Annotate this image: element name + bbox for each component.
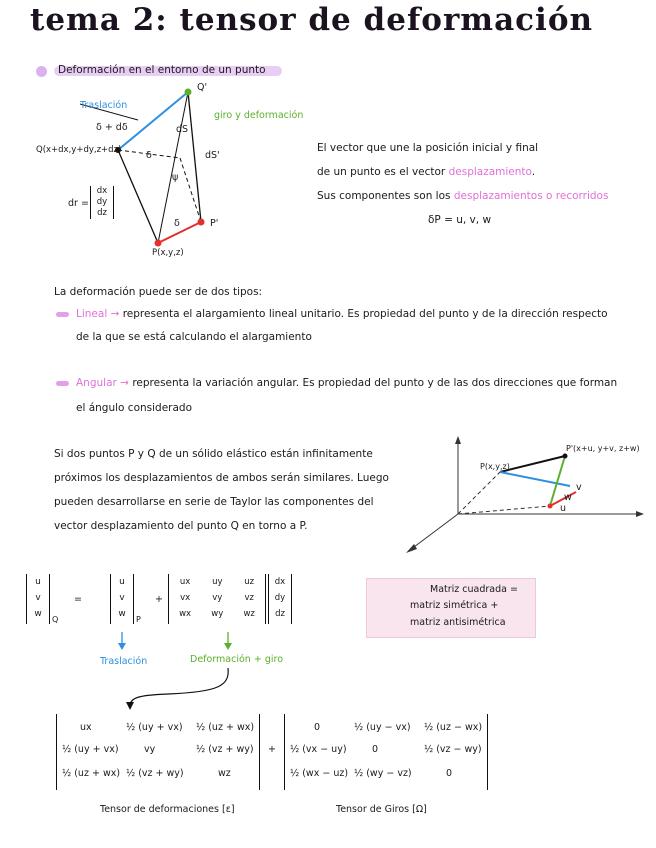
label-giro: giro y deformación [214, 110, 304, 121]
omega-32: ½ (wy − vz) [354, 768, 412, 779]
types-intro: La deformación puede ser de dos tipos: [54, 286, 263, 298]
explain-line-1: El vector que une la posición inicial y final [317, 142, 539, 154]
eps-33: wz [218, 768, 231, 779]
note-line-1: Matriz cuadrada = [430, 584, 518, 595]
label-delta-left: δ [146, 150, 152, 161]
eps-22: vy [144, 744, 156, 755]
omega-23: ½ (vz − wy) [424, 744, 482, 755]
taylor-line-1: Si dos puntos P y Q de un sólido elástico están infinitamente [54, 448, 373, 460]
omega-33: 0 [446, 768, 453, 779]
label-ds-prime: dS' [205, 150, 220, 161]
plus-sign: + [155, 594, 163, 605]
label-qprime: Q' [197, 82, 208, 93]
label-psi: ψ [172, 172, 179, 183]
sub-p: P [136, 615, 141, 624]
section-heading: Deformación en el entorno de un punto [58, 64, 266, 76]
plot-label-u: u [560, 503, 567, 514]
angular-bullet [56, 381, 69, 386]
page-title: tema 2: tensor de deformación [30, 2, 593, 38]
eps-21: ½ (uy + vx) [62, 744, 119, 755]
eq-label-traslacion: Traslación [100, 656, 148, 667]
plot-label-v: v [576, 482, 582, 493]
angular-line-2: el ángulo considerado [76, 402, 193, 414]
dr-equation: dr = [68, 198, 89, 209]
point-qprime [185, 89, 192, 96]
dr-vector: dx dy dz [90, 186, 114, 219]
omega-13: ½ (uz − wx) [424, 722, 483, 733]
vec-d: dx dy dz [268, 574, 292, 624]
taylor-line-3: pueden desarrollarse en serie de Taylor las componentes del [54, 496, 374, 508]
note-line-3: matriz antisimétrica [410, 617, 506, 628]
jacobian-matrix: ux uy uz vx vy vz wx wy wz [168, 574, 266, 624]
eps-23: ½ (vz + wy) [196, 744, 254, 755]
taylor-line-4: vector desplazamiento del punto Q en torno a P. [54, 520, 308, 532]
label-strain-tensor: Tensor de deformaciones [ε] [100, 804, 235, 815]
ds-prime-segment [188, 92, 201, 222]
explain-line-4: δP = u, v, w [428, 214, 492, 226]
taylor-line-2: próximos los desplazamientos de ambos serán similares. Luego [54, 472, 389, 484]
vec-u-q: u v w [26, 574, 50, 624]
plot-label-w: w [564, 492, 572, 503]
lineal-line-1: Lineal → representa el alargamiento lineal unitario. Es propiedad del punto y de la dirección respecto [76, 308, 608, 320]
translation-vector [118, 92, 188, 150]
label-rotation-tensor: Tensor de Giros [Ω] [336, 804, 427, 815]
omega-12: ½ (uy − vx) [354, 722, 411, 733]
omega-11: 0 [314, 722, 321, 733]
label-p: P(x,y,z) [152, 248, 184, 258]
eps-11: ux [80, 722, 92, 733]
lineal-line-2: de la que se está calculando el alargamiento [76, 331, 312, 343]
angular-line-1: Angular → representa la variación angular. Es propiedad del punto y de las dos direcciones que forman [76, 377, 618, 389]
plot-label-pprime: P'(x+u, y+v, z+w) [566, 444, 640, 453]
label-pprime: P' [210, 218, 219, 229]
explain-line-3: Sus componentes son los desplazamientos o recorridos [317, 190, 609, 202]
eq-label-deformacion: Deformación + giro [190, 654, 284, 665]
lineal-bullet [56, 312, 69, 317]
sub-q: Q [52, 615, 59, 624]
point-p [155, 240, 162, 247]
eq-sign: = [74, 594, 82, 605]
label-delta-bottom: δ [174, 218, 180, 229]
eps-13: ½ (uz + wx) [196, 722, 255, 733]
label-traslacion: Traslación [80, 100, 128, 111]
eps-32: ½ (vz + wy) [126, 768, 184, 779]
down-arrows [110, 630, 250, 652]
section-bullet [36, 66, 47, 77]
note-line-2: matriz simétrica + [410, 600, 499, 611]
ds-left-segment [118, 150, 158, 243]
deformation-diagram [20, 80, 320, 260]
omega-31: ½ (wx − uz) [290, 768, 349, 779]
label-ds: dS [176, 124, 189, 135]
label-q: Q(x+dx,y+dy,z+dz) [36, 145, 122, 155]
omega-21: ½ (vx − uy) [290, 744, 347, 755]
label-delta-ds: δ + dδ [96, 122, 128, 133]
omega-22: 0 [372, 744, 379, 755]
tensor-plus: + [268, 744, 276, 755]
plot-label-p: P(x,y,z) [480, 462, 510, 471]
explain-line-2: de un punto es el vector desplazamiento. [317, 166, 536, 178]
connector-arrow [118, 664, 238, 712]
eps-31: ½ (uz + wx) [62, 768, 121, 779]
point-pprime [198, 219, 205, 226]
eps-12: ½ (uy + vx) [126, 722, 183, 733]
vec-u-p: u v w [110, 574, 134, 624]
